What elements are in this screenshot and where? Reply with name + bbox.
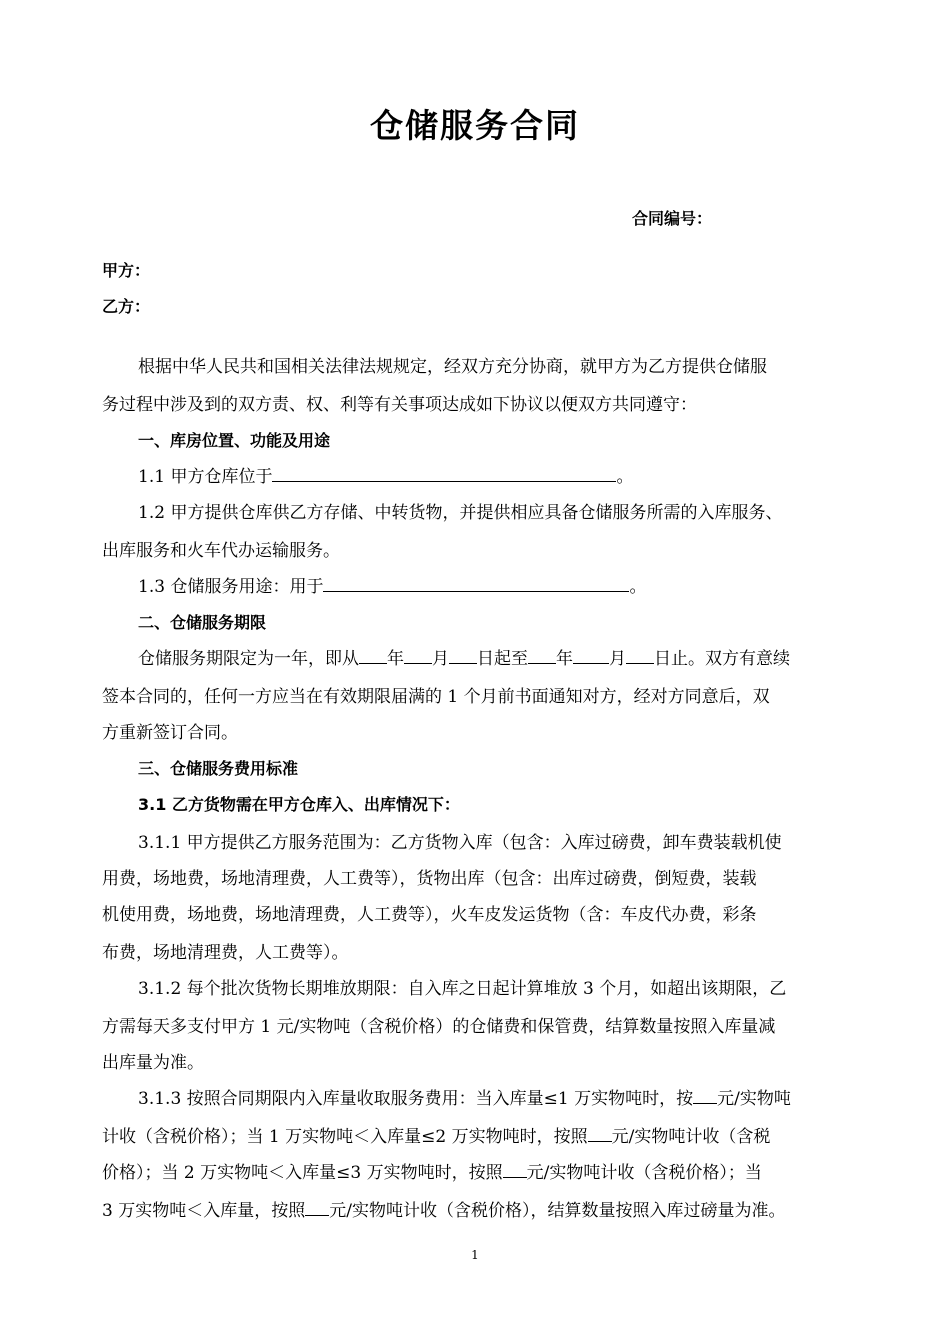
clause-3-1-heading: 3.1 乙方货物需在甲方仓库入、出库情况下：	[138, 795, 460, 814]
year-label: 年	[556, 649, 573, 669]
fill-blank[interactable]	[573, 646, 609, 664]
clause-text: 价格）；当 2 万实物吨＜入库量≤3 万实物吨时，按照	[102, 1163, 503, 1183]
fill-blank[interactable]	[449, 646, 477, 664]
clause-1-3	[138, 572, 858, 597]
clause-text: 元/实物吨	[717, 1089, 791, 1109]
term-clause-cont: 签本合同的，任何一方应当在有效期限届满的 1 个月前书面通知对方，经对方同意后，双	[102, 687, 770, 707]
fill-blank[interactable]	[693, 1086, 717, 1104]
section-3-heading: 三、仓储服务费用标准	[138, 759, 299, 778]
clause-3-1-1-cont: 机使用费，场地费，场地清理费，人工费等），火车皮发运货物（含：车皮代办费，彩条	[102, 905, 757, 925]
section-2-heading: 二、仓储服务期限	[138, 613, 267, 632]
party-b-label: 乙方：	[102, 297, 151, 316]
term-clause	[138, 644, 858, 669]
fill-blank[interactable]	[588, 1124, 612, 1142]
clause-3-1-3	[138, 1084, 858, 1109]
month-label: 月	[432, 649, 449, 669]
clause-text: 计收（含税价格）；当 1 万实物吨＜入库量≤2 万实物吨时，按照	[102, 1127, 588, 1147]
fill-blank[interactable]	[272, 464, 616, 482]
clause-text: 元/实物吨计收（含税价格）；当	[526, 1163, 762, 1183]
clause-text: 元/实物吨计收（含税价格），结算数量按照入库过磅量为准。	[329, 1201, 786, 1221]
contract-number-label: 合同编号：	[632, 209, 713, 228]
clause-3-1-2: 3.1.2 每个批次货物长期堆放期限：自入库之日起计算堆放 3 个月，如超出该期限，乙	[138, 979, 787, 999]
intro-line: 根据中华人民共和国相关法律法规规定，经双方充分协商，就甲方为乙方提供仓储服	[138, 357, 767, 377]
party-a-label: 甲方：	[102, 261, 151, 280]
document-title: 仓储服务合同	[370, 106, 580, 145]
clause-text: 仓储服务期限定为一年，即从	[138, 649, 359, 669]
intro-line: 务过程中涉及到的双方责、权、利等有关事项达成如下协议以便双方共同遵守：	[102, 395, 697, 415]
clause-3-1-1-cont: 用费，场地费，场地清理费，人工费等），货物出库（包含：出库过磅费，倒短费，装载	[102, 869, 757, 889]
clause-3-1-1: 3.1.1 甲方提供乙方服务范围为：乙方货物入库（包含：入库过磅费，卸车费装载机使	[138, 833, 782, 853]
clause-3-1-2-cont: 方需每天多支付甲方 1 元/实物吨（含税价格）的仓储费和保管费，结算数量按照入库量减	[102, 1017, 776, 1037]
year-label: 年	[387, 649, 404, 669]
fill-blank[interactable]	[528, 646, 556, 664]
fill-blank[interactable]	[305, 1198, 329, 1216]
fill-blank[interactable]	[323, 574, 629, 592]
term-clause-cont: 方重新签订合同。	[102, 723, 238, 743]
clause-1-1	[138, 462, 858, 487]
clause-text: 3 万实物吨＜入库量，按照	[102, 1201, 306, 1221]
month-label: 月	[609, 649, 626, 669]
clause-3-1-2-cont: 出库量为准。	[102, 1053, 204, 1073]
clause-text: 1.1 甲方仓库位于	[138, 467, 273, 487]
fill-blank[interactable]	[359, 646, 387, 664]
clause-text: 元/实物吨计收（含税	[611, 1127, 771, 1147]
clause-3-1-3-cont	[102, 1196, 858, 1221]
clause-1-2-cont: 出库服务和火车代办运输服务。	[102, 541, 340, 561]
fill-blank[interactable]	[404, 646, 432, 664]
clause-text: 日止。双方有意续	[654, 649, 790, 669]
clause-1-2: 1.2 甲方提供仓库供乙方存储、中转货物，并提供相应具备仓储服务所需的入库服务、	[138, 503, 783, 523]
clause-3-1-3-cont	[102, 1122, 858, 1147]
period: 。	[629, 577, 647, 597]
fill-blank[interactable]	[626, 646, 654, 664]
clause-text: 3.1.3 按照合同期限内入库量收取服务费用：当入库量≤1 万实物吨时，按	[138, 1089, 694, 1109]
clause-3-1-3-cont	[102, 1158, 858, 1183]
page-number: 1	[471, 1248, 479, 1262]
fill-blank[interactable]	[503, 1160, 527, 1178]
clause-3-1-1-cont: 布费，场地清理费，人工费等）。	[102, 943, 349, 963]
period: 。	[616, 467, 634, 487]
clause-text: 1.3 仓储服务用途：用于	[138, 577, 324, 597]
section-1-heading: 一、库房位置、功能及用途	[138, 431, 331, 450]
clause-text: 日起至	[477, 649, 528, 669]
